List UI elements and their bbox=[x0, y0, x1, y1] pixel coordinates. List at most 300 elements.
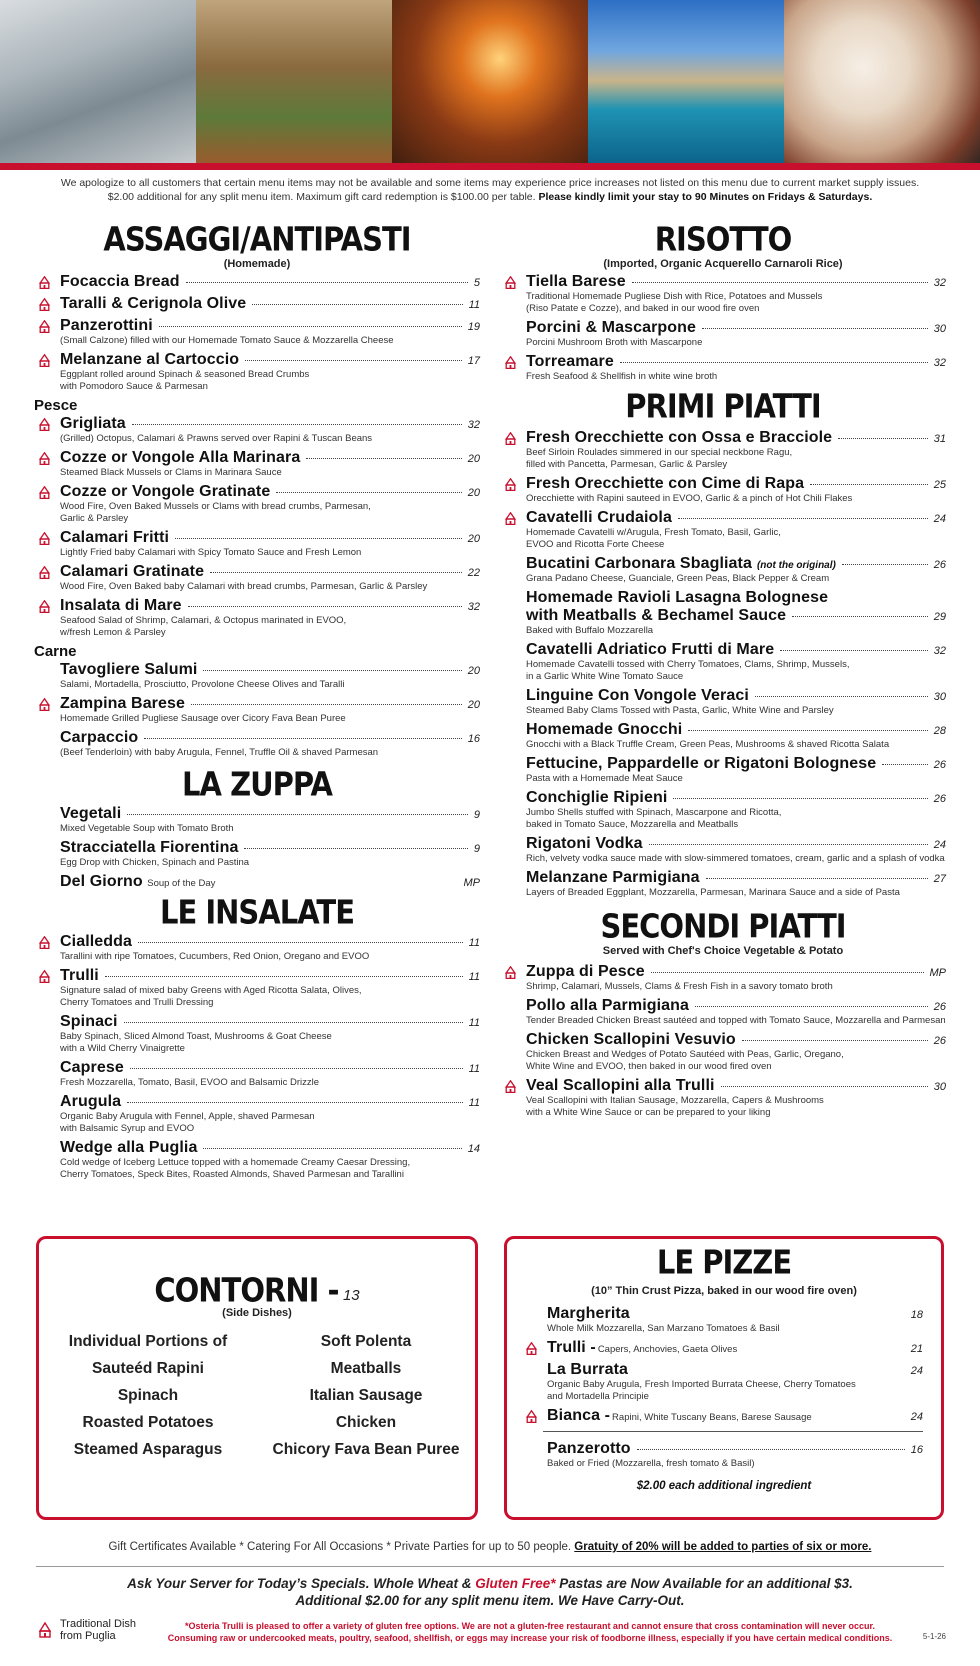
trulli-house-icon bbox=[37, 970, 52, 983]
item-row bbox=[547, 1339, 923, 1357]
menu-item bbox=[500, 997, 946, 1027]
item-name: Torreamare bbox=[526, 353, 614, 370]
side-dish: Italian Sausage bbox=[309, 1387, 423, 1404]
item-desc: (Beef Tenderloin) with baby Arugula, Fennel, Truffle Oil & shaved Parmesan bbox=[60, 747, 379, 758]
trulli-house-icon bbox=[37, 532, 52, 545]
item-desc: (Small Calzone) filled with our Homemade Tomato Sauce & Mozzarella Cheese bbox=[60, 335, 394, 346]
item-desc: Homemade Cavatelli tossed with Cherry Tomatoes, Clams, Shrimp, Mussels, in a Garlic White Wine Tomato Sauce bbox=[526, 659, 850, 682]
menu-item bbox=[34, 839, 480, 869]
item-row bbox=[526, 1031, 946, 1049]
pizza-item bbox=[521, 1339, 923, 1357]
menu-item bbox=[34, 273, 480, 291]
menu-item bbox=[34, 529, 480, 559]
item-name: Caprese bbox=[60, 1059, 124, 1076]
item-name: with Meatballs & Bechamel Sauce bbox=[526, 607, 787, 624]
leader-dots bbox=[138, 942, 463, 943]
contorni-title: CONTORNI - bbox=[154, 1270, 339, 1310]
item-price: 32 bbox=[933, 357, 946, 369]
menu-date: 5-1-26 bbox=[922, 1632, 946, 1641]
menu-item bbox=[34, 1139, 480, 1181]
item-price: 20 bbox=[467, 487, 480, 499]
side-dish: Chicken bbox=[335, 1414, 397, 1431]
item-desc: Homemade Grilled Pugliese Sausage over Cicory Fava Bean Puree bbox=[60, 713, 346, 724]
gluten-free-label: Gluten Free* bbox=[475, 1576, 556, 1591]
item-name: Calamari Fritti bbox=[60, 529, 170, 546]
leader-dots bbox=[210, 572, 462, 573]
item-desc: Porcini Mushroom Broth with Mascarpone bbox=[526, 337, 703, 348]
item-name: Fettucine, Pappardelle or Rigatoni Bolognese bbox=[526, 755, 877, 772]
trulli-house-icon bbox=[503, 276, 518, 289]
menu-list bbox=[34, 415, 480, 639]
notice-split: $2.00 additional for any split menu item. Maximum gift card redemption is $100.00 per table. bbox=[107, 191, 539, 203]
contorni-subtitle: (Side Dishes) bbox=[222, 1307, 292, 1319]
footer-specials bbox=[30, 1575, 950, 1609]
item-desc: Fresh Mozzarella, Tomato, Basil, EVOO and Balsamic Drizzle bbox=[60, 1077, 320, 1088]
leader-dots bbox=[127, 814, 468, 815]
side-dish: Individual Portions of bbox=[68, 1333, 228, 1350]
contorni-list bbox=[39, 1333, 475, 1459]
item-desc: Beef Sirloin Roulades simmered in our special neckbone Ragu, filled with Pancetta, Parmesan, Garlic & Parsley bbox=[526, 447, 793, 470]
item-row bbox=[60, 415, 480, 433]
item-desc: Steamed Baby Clams Tossed with Pasta, Garlic, White Wine and Parsley bbox=[526, 705, 834, 716]
menu-list bbox=[34, 661, 480, 759]
item-name: Calamari Gratinate bbox=[60, 563, 205, 580]
item-row bbox=[526, 789, 946, 807]
menu-list bbox=[500, 963, 946, 1119]
item-name: Rigatoni Vodka bbox=[526, 835, 643, 852]
item-row bbox=[60, 1093, 480, 1111]
item-inline-desc: Rapini, White Tuscany Beans, Barese Sausage bbox=[612, 1412, 812, 1423]
item-desc: Baked or Fried (Mozzarella, fresh tomato & Basil) bbox=[547, 1458, 755, 1469]
item-price: 24 bbox=[933, 513, 946, 525]
item-name: Del Giorno bbox=[60, 873, 143, 890]
leader-dots bbox=[780, 650, 928, 651]
item-desc: Grana Padano Cheese, Guanciale, Green Peas, Black Pepper & Cream bbox=[526, 573, 830, 584]
item-price: 11 bbox=[468, 1017, 480, 1029]
item-row bbox=[60, 967, 480, 985]
trulli-house-icon bbox=[37, 698, 52, 711]
item-price: 5 bbox=[473, 277, 480, 289]
item-name: Arugula bbox=[60, 1093, 122, 1110]
side-dish: Spinach bbox=[117, 1387, 179, 1404]
item-row bbox=[60, 729, 480, 747]
item-row bbox=[60, 483, 480, 501]
section-title: SECONDI PIATTI bbox=[600, 906, 846, 946]
item-row bbox=[526, 607, 946, 625]
seafood-photo bbox=[784, 0, 980, 168]
item-price: 32 bbox=[467, 419, 480, 431]
leader-dots bbox=[695, 1006, 928, 1007]
menu-item bbox=[34, 483, 480, 525]
red-divider bbox=[0, 163, 980, 170]
item-name: Cialledda bbox=[60, 933, 133, 950]
item-name: Pollo alla Parmigiana bbox=[526, 997, 690, 1014]
item-name: Panzerottini bbox=[60, 317, 153, 334]
item-price: 30 bbox=[933, 1081, 946, 1093]
item-desc: Orecchiette with Rapini sauteed in EVOO, Garlic & a pinch of Hot Chili Flakes bbox=[526, 493, 853, 504]
trulli-house-icon bbox=[37, 298, 52, 311]
item-row bbox=[526, 755, 946, 773]
item-price: 26 bbox=[933, 1001, 946, 1013]
pizze-box bbox=[504, 1236, 944, 1520]
section-subtitle: (Homemade) bbox=[223, 258, 291, 270]
side-dish: Soft Polenta bbox=[320, 1333, 412, 1350]
item-name: Linguine Con Vongole Veraci bbox=[526, 687, 749, 704]
section-title: PRIMI PIATTI bbox=[625, 386, 821, 426]
item-price: 9 bbox=[473, 809, 480, 821]
item-desc: Chicken Breast and Wedges of Potato Sautéed with Peas, Garlic, Oregano, White Wine and EVOO, then baked in our wood fired oven bbox=[526, 1049, 844, 1072]
item-inline-desc: Capers, Anchovies, Gaeta Olives bbox=[597, 1344, 738, 1355]
item-row bbox=[60, 661, 480, 679]
leader-dots bbox=[203, 670, 461, 671]
item-price: 11 bbox=[468, 1097, 480, 1109]
trulli-house-icon bbox=[503, 966, 518, 979]
item-row bbox=[526, 475, 946, 493]
item-row bbox=[526, 997, 946, 1015]
section-subtitle: (Imported, Organic Acquerello Carnaroli Rice) bbox=[603, 258, 843, 270]
menu-item bbox=[34, 1013, 480, 1055]
item-name: Trulli bbox=[60, 967, 99, 984]
menu-item bbox=[34, 933, 480, 963]
item-price: MP bbox=[929, 967, 946, 979]
trulli-house-icon bbox=[37, 566, 52, 579]
item-row bbox=[60, 933, 480, 951]
item-row bbox=[60, 1139, 480, 1157]
item-name: Carpaccio bbox=[60, 729, 139, 746]
side-dish: Chicory Fava Bean Puree bbox=[272, 1441, 460, 1458]
trulli-house-icon bbox=[37, 936, 52, 949]
menu-item bbox=[500, 835, 946, 865]
footer-info bbox=[30, 1541, 950, 1553]
item-name: Focaccia Bread bbox=[60, 273, 180, 290]
menu-item bbox=[500, 589, 946, 637]
menu-item bbox=[34, 295, 480, 313]
item-row bbox=[526, 429, 946, 447]
menu-item bbox=[34, 415, 480, 445]
pizza-item bbox=[521, 1407, 923, 1425]
section-title: RISOTTO bbox=[654, 219, 792, 259]
leader-dots bbox=[842, 564, 928, 565]
item-price: 20 bbox=[467, 533, 480, 545]
leader-dots bbox=[673, 798, 927, 799]
item-price: 26 bbox=[933, 759, 946, 771]
menu-list bbox=[500, 273, 946, 383]
item-desc: Mixed Vegetable Soup with Tomato Broth bbox=[60, 823, 234, 834]
footer-specials-line bbox=[30, 1575, 950, 1592]
contorni-box bbox=[36, 1236, 478, 1520]
item-row bbox=[60, 295, 480, 313]
menu-item bbox=[500, 687, 946, 717]
footer-gratuity: Gratuity of 20% will be added to parties of six or more. bbox=[574, 1541, 872, 1553]
leader-dots bbox=[632, 282, 928, 283]
disclaimer-line: *Osteria Trulli is pleased to offer a variety of gluten free options. We are not a gluten-free restaurant and cannot ensure that cross contamination will never occur. bbox=[185, 1621, 875, 1631]
menu-item bbox=[34, 873, 480, 891]
item-desc: Veal Scallopini with Italian Sausage, Mozzarella, Capers & Mushrooms with a White Wine Sauce or can be prepared to your liking bbox=[526, 1095, 824, 1118]
item-desc: Eggplant rolled around Spinach & seasoned Bread Crumbs with Pomodoro Sauce & Parmesan bbox=[60, 369, 310, 392]
item-price: 22 bbox=[467, 567, 480, 579]
category-label: Carne bbox=[34, 643, 77, 660]
item-desc: (Grilled) Octopus, Calamari & Prawns served over Rapini & Tuscan Beans bbox=[60, 433, 373, 444]
trulli-house-icon bbox=[503, 478, 518, 491]
item-row bbox=[60, 351, 480, 369]
item-row bbox=[526, 721, 946, 739]
side-dish: Steamed Asparagus bbox=[73, 1441, 223, 1458]
leader-dots bbox=[244, 848, 467, 849]
item-row bbox=[526, 641, 946, 659]
item-price: 14 bbox=[467, 1143, 480, 1155]
item-row bbox=[60, 597, 480, 615]
menu-item bbox=[500, 555, 946, 585]
item-name: Cavatelli Crudaiola bbox=[526, 509, 672, 526]
trulli-house-icon bbox=[37, 452, 52, 465]
item-name: Tiella Barese bbox=[526, 273, 626, 290]
item-name: Bucatini Carbonara Sbagliata bbox=[526, 555, 752, 572]
legend bbox=[36, 1618, 136, 1642]
item-name: Panzerotto bbox=[547, 1440, 631, 1457]
trulli-house-icon bbox=[503, 356, 518, 369]
section-title: LA ZUPPA bbox=[182, 764, 332, 804]
leader-dots bbox=[620, 362, 928, 363]
left-column bbox=[34, 219, 480, 1185]
menu-item bbox=[500, 789, 946, 831]
leader-dots bbox=[203, 1148, 461, 1149]
leader-dots bbox=[721, 1086, 928, 1087]
panzerotto-wrap bbox=[507, 1432, 941, 1470]
item-row bbox=[526, 555, 946, 573]
item-row bbox=[60, 529, 480, 547]
leader-dots bbox=[188, 606, 462, 607]
menu-list bbox=[34, 933, 480, 1181]
menu-item bbox=[34, 1093, 480, 1135]
item-desc: Tarallini with ripe Tomatoes, Cucumbers, Red Onion, Oregano and EVOO bbox=[60, 951, 370, 962]
leader-dots bbox=[651, 972, 924, 973]
contorni-heading bbox=[39, 1270, 475, 1310]
item-name: Homemade Gnocchi bbox=[526, 721, 683, 738]
menu-item bbox=[500, 429, 946, 471]
menu-item bbox=[500, 1031, 946, 1073]
notice bbox=[20, 176, 960, 204]
trulli-house-icon bbox=[36, 1622, 54, 1638]
item-price: 11 bbox=[468, 971, 480, 983]
item-row bbox=[547, 1407, 923, 1425]
footer-divider bbox=[36, 1566, 944, 1567]
menu-item bbox=[500, 641, 946, 683]
item-price: MP bbox=[463, 877, 480, 889]
menu-list bbox=[500, 429, 946, 899]
market-photo bbox=[196, 0, 392, 168]
trulli-house-icon bbox=[37, 418, 52, 431]
item-name: Homemade Ravioli Lasagna Bolognese bbox=[526, 589, 829, 606]
item-desc: Shrimp, Calamari, Mussels, Clams & Fresh Fish in a savory tomato broth bbox=[526, 981, 833, 992]
pizze-list bbox=[507, 1305, 941, 1425]
leader-dots bbox=[159, 326, 462, 327]
menu-item bbox=[500, 319, 946, 349]
item-name: Wedge alla Puglia bbox=[60, 1139, 198, 1156]
disclaimer-line: Consuming raw or undercooked meats, poultry, seafood, shellfish, or eggs may increase your risk of foodborne illness, especially if you have certain medical conditions. bbox=[167, 1633, 893, 1643]
leader-dots bbox=[186, 282, 468, 283]
item-price: 20 bbox=[467, 453, 480, 465]
item-price: 32 bbox=[467, 601, 480, 613]
item-name: Bianca - bbox=[547, 1407, 611, 1424]
item-name: Fresh Orecchiette con Ossa e Bracciole bbox=[526, 429, 833, 446]
item-price: 24 bbox=[933, 839, 946, 851]
item-note: (not the original) bbox=[756, 560, 836, 571]
item-row bbox=[60, 449, 480, 467]
category-label: Pesce bbox=[34, 397, 78, 414]
menu-item bbox=[34, 1059, 480, 1089]
item-desc: Gnocchi with a Black Truffle Cream, Green Peas, Mushrooms & shaved Ricotta Salata bbox=[526, 739, 890, 750]
leader-dots bbox=[132, 424, 462, 425]
item-name: Taralli & Cerignola Olive bbox=[60, 295, 247, 312]
menu-item bbox=[500, 353, 946, 383]
leader-dots bbox=[127, 1102, 462, 1103]
leader-dots bbox=[144, 738, 461, 739]
menu-item bbox=[500, 869, 946, 899]
trulli-house-icon bbox=[503, 432, 518, 445]
footer-text: Ask Your Server for Today’s Specials. Whole Wheat & bbox=[127, 1576, 476, 1591]
leader-dots bbox=[838, 438, 928, 439]
trulli-house-icon bbox=[503, 1080, 518, 1093]
notice-line: We apologize to all customers that certain menu items may not be available and some items may experience price increases not listed on this menu due to current market supply issues. bbox=[60, 177, 920, 189]
item-name: Chicken Scallopini Vesuvio bbox=[526, 1031, 736, 1048]
item-name: Stracciatella Fiorentina bbox=[60, 839, 239, 856]
item-price: 21 bbox=[910, 1343, 923, 1355]
item-row bbox=[547, 1361, 923, 1379]
item-desc: Egg Drop with Chicken, Spinach and Pastina bbox=[60, 857, 250, 868]
item-desc: Cold wedge of Iceberg Lettuce topped with a homemade Creamy Caesar Dressing, Cherry Tomatoes, Speck Bites, Roasted Almonds, Shaved Parmesan and Tarallini bbox=[60, 1157, 411, 1180]
item-row bbox=[526, 353, 946, 371]
menu-item bbox=[500, 509, 946, 551]
item-row bbox=[60, 839, 480, 857]
item-desc: Organic Baby Arugula with Fennel, Apple, shaved Parmesan with Balsamic Syrup and EVOO bbox=[60, 1111, 315, 1134]
trulli-house-icon bbox=[37, 320, 52, 333]
item-price: 11 bbox=[468, 1063, 480, 1075]
leader-dots bbox=[124, 1022, 463, 1023]
item-price: 20 bbox=[467, 665, 480, 677]
trulli-house-icon bbox=[37, 354, 52, 367]
item-price: 9 bbox=[473, 843, 480, 855]
item-row bbox=[526, 835, 946, 853]
item-price: 31 bbox=[933, 433, 946, 445]
item-price: 19 bbox=[467, 321, 480, 333]
leader-dots bbox=[175, 538, 462, 539]
menu-item bbox=[34, 351, 480, 393]
right-column bbox=[500, 219, 946, 1123]
item-price: 24 bbox=[910, 1411, 923, 1423]
section-subtitle: Served with Chef's Choice Vegetable & Potato bbox=[602, 945, 844, 957]
item-price: 11 bbox=[468, 937, 480, 949]
menu-item bbox=[34, 729, 480, 759]
item-name: Trulli - bbox=[547, 1339, 596, 1356]
item-name: La Burrata bbox=[547, 1361, 629, 1378]
item-desc: Traditional Homemade Pugliese Dish with Rice, Potatoes and Mussels (Riso Patate e Cozze), and baked in our wood fire oven bbox=[526, 291, 823, 314]
item-desc: Pasta with a Homemade Meat Sauce bbox=[526, 773, 683, 784]
item-price: 30 bbox=[933, 323, 946, 335]
item-desc: Layers of Breaded Eggplant, Mozzarella, Parmesan, Marinara Sauce and a side of Pasta bbox=[526, 887, 900, 898]
leader-dots bbox=[678, 518, 928, 519]
pizza-item bbox=[521, 1361, 923, 1403]
side-dish: Meatballs bbox=[330, 1360, 402, 1377]
menu-item bbox=[34, 317, 480, 347]
item-desc: Lightly Fried baby Calamari with Spicy Tomato Sauce and Fresh Lemon bbox=[60, 547, 362, 558]
section-title: ASSAGGI/ANTIPASTI bbox=[103, 219, 411, 259]
leader-dots bbox=[191, 704, 462, 705]
item-row bbox=[526, 1077, 946, 1095]
menu-item bbox=[34, 805, 480, 835]
trulli-house-icon bbox=[524, 1342, 539, 1355]
pizze-extra: $2.00 each additional ingredient bbox=[636, 1480, 812, 1492]
item-price: 32 bbox=[933, 277, 946, 289]
side-dish: Roasted Potatoes bbox=[82, 1414, 214, 1431]
item-price: 16 bbox=[467, 733, 480, 745]
item-row bbox=[526, 509, 946, 527]
pizze-subtitle: (10” Thin Crust Pizza, baked in our wood fire oven) bbox=[591, 1285, 857, 1297]
section-title: LE INSALATE bbox=[159, 892, 355, 932]
menu-item bbox=[500, 721, 946, 751]
leader-dots bbox=[306, 458, 461, 459]
footer-gift: Gift Certificates Available * Catering For All Occasions * Private Parties for up to 50 people. bbox=[108, 1541, 575, 1553]
item-desc: Wood Fire, Oven Baked Mussels or Clams with bread crumbs, Parmesan, Garlic & Parsley bbox=[60, 501, 371, 524]
item-desc: Tender Breaded Chicken Breast sautéed and topped with Tomato Sauce, Mozzarella and Parmesan bbox=[526, 1015, 946, 1026]
item-desc: Steamed Black Mussels or Clams in Marinara Sauce bbox=[60, 467, 282, 478]
item-price: 24 bbox=[910, 1365, 923, 1377]
leader-dots bbox=[105, 976, 463, 977]
item-price: 18 bbox=[910, 1309, 923, 1321]
menu-item bbox=[34, 967, 480, 1009]
pizze-title: LE PIZZE bbox=[656, 1242, 792, 1282]
leader-dots bbox=[792, 616, 928, 617]
leader-dots bbox=[130, 1068, 463, 1069]
item-price: 25 bbox=[933, 479, 946, 491]
item-row bbox=[60, 1059, 480, 1077]
trulli-house-icon bbox=[37, 600, 52, 613]
item-row bbox=[60, 563, 480, 581]
menu-item bbox=[34, 563, 480, 593]
item-desc: Salami, Mortadella, Prosciutto, Provolone Cheese Olives and Taralli bbox=[60, 679, 345, 690]
leader-dots bbox=[637, 1449, 905, 1450]
item-name: Insalata di Mare bbox=[60, 597, 182, 614]
trulli-house-icon bbox=[37, 486, 52, 499]
item-note: Soup of the Day bbox=[147, 878, 216, 889]
item-price: 16 bbox=[910, 1444, 923, 1456]
menu-item bbox=[521, 1440, 923, 1470]
coast-photo bbox=[588, 0, 784, 168]
item-name: Zuppa di Pesce bbox=[526, 963, 645, 980]
item-name: Melanzane al Cartoccio bbox=[60, 351, 240, 368]
leader-dots bbox=[649, 844, 928, 845]
leader-dots bbox=[742, 1040, 928, 1041]
item-name: Vegetali bbox=[60, 805, 122, 822]
item-desc: Jumbo Shells stuffed with Spinach, Mascarpone and Ricotta, baked in Tomato Sauce, Mozzarella and Meatballs bbox=[526, 807, 782, 830]
fish-photo bbox=[0, 0, 196, 168]
item-row bbox=[526, 319, 946, 337]
item-row bbox=[60, 695, 480, 713]
leader-dots bbox=[245, 360, 462, 361]
item-row bbox=[60, 805, 480, 823]
menu-item bbox=[500, 475, 946, 505]
item-row bbox=[60, 1013, 480, 1031]
item-name: Margherita bbox=[547, 1305, 630, 1322]
item-name: Porcini & Mascarpone bbox=[526, 319, 697, 336]
item-price: 17 bbox=[467, 355, 480, 367]
item-name: Zampina Barese bbox=[60, 695, 186, 712]
notice-line-2 bbox=[20, 190, 960, 204]
item-name: Fresh Orecchiette con Cime di Rapa bbox=[526, 475, 805, 492]
leader-dots bbox=[755, 696, 928, 697]
item-name: Cavatelli Adriatico Frutti di Mare bbox=[526, 641, 775, 658]
item-desc: Baby Spinach, Sliced Almond Toast, Mushrooms & Goat Cheese with a Wild Cherry Vinaigrette bbox=[60, 1031, 332, 1054]
item-name-row bbox=[526, 589, 946, 607]
